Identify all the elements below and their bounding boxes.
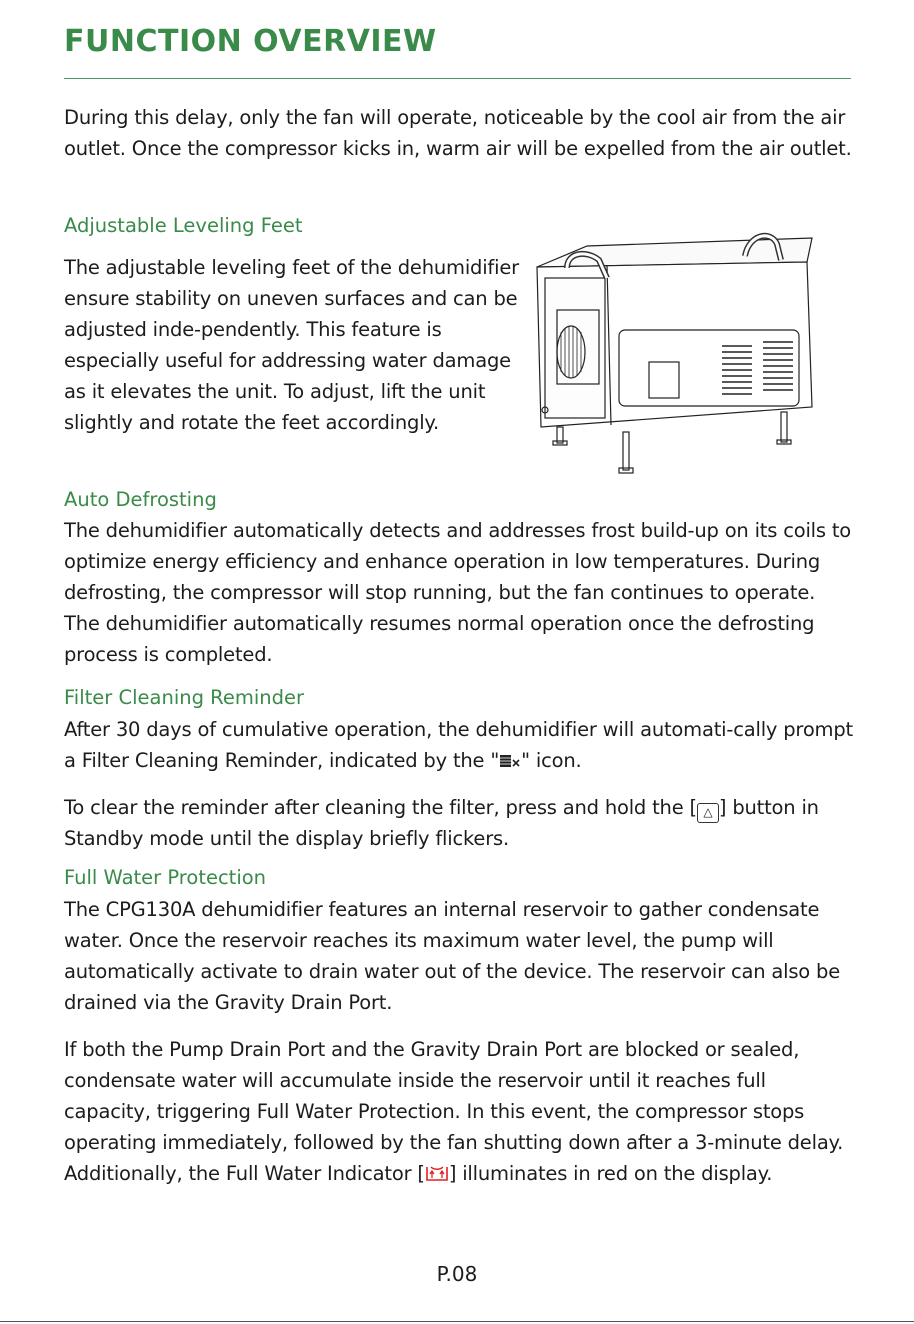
page-title: FUNCTION OVERVIEW — [64, 24, 437, 59]
intro-paragraph: During this delay, only the fan will operate, noticeable by the cool air from the air outlet. Once the compressor kicks in, warm air will be expelled from the air outlet. — [64, 106, 852, 160]
fullwater-paragraph-2 — [64, 1034, 854, 1189]
bottom-divider — [0, 1321, 914, 1322]
filter-clear-text-before: To clear the reminder after cleaning the filter, press and hold the [ — [64, 796, 697, 819]
dehumidifier-illustration — [527, 222, 823, 478]
filter-clear-text-after: ] button in Standby mode until the display briefly flickers. — [64, 796, 819, 850]
leveling-paragraph: The adjustable leveling feet of the dehumidifier ensure stability on uneven surfaces and can be adjusted inde-pendently. This feature is especially useful for addressing water damage as it elevates the unit. To adjust, lift the unit slightly and rotate the feet accordingly. — [64, 256, 519, 434]
defrost-heading: Auto Defrosting — [64, 488, 217, 511]
filter-text-after: " icon. — [521, 749, 582, 772]
fullwater-text-before: If both the Pump Drain Port and the Gravity Drain Port are blocked or sealed, condensate water will accumulate inside the reservoir until it reaches full capacity, triggering Full Water Protection. In this event, the compressor stops operating immediately, followed by the fan shutting down after a 3-minute delay. Additionally, the Full Water Indicator [ — [64, 1038, 844, 1185]
fullwater-heading: Full Water Protection — [64, 866, 267, 889]
filter-clear-paragraph — [64, 792, 854, 854]
filter-heading: Filter Cleaning Reminder — [64, 686, 305, 709]
leveling-heading: Adjustable Leveling Feet — [64, 214, 303, 237]
fullwater-paragraph-1: The CPG130A dehumidifier features an internal reservoir to gather condensate water. Once the reservoir reaches its maximum water level, the pump will automatically activate to drain water out of the device. The reservoir can also be drained via the Gravity Drain Port. — [64, 898, 841, 1014]
full-water-indicator-icon — [425, 1163, 449, 1183]
defrost-paragraph: The dehumidifier automatically detects and addresses frost build-up on its coils to optimize energy efficiency and enhance operation in low temperatures. During defrosting, the compressor will stop running, but the fan continues to operate. The dehumidifier automatically resumes normal operation once the defrosting process is completed. — [64, 519, 852, 666]
fullwater-text-after: ] illuminates in red on the display. — [448, 1162, 773, 1185]
title-divider — [64, 78, 851, 79]
up-button-icon: △ — [697, 803, 719, 823]
filter-paragraph — [64, 714, 854, 776]
page-number: P.08 — [436, 1262, 478, 1286]
filter-text-before: After 30 days of cumulative operation, the dehumidifier will automati-cally prompt a Filter Cleaning Reminder, indicated by the " — [64, 718, 853, 772]
filter-reminder-icon — [499, 752, 521, 770]
